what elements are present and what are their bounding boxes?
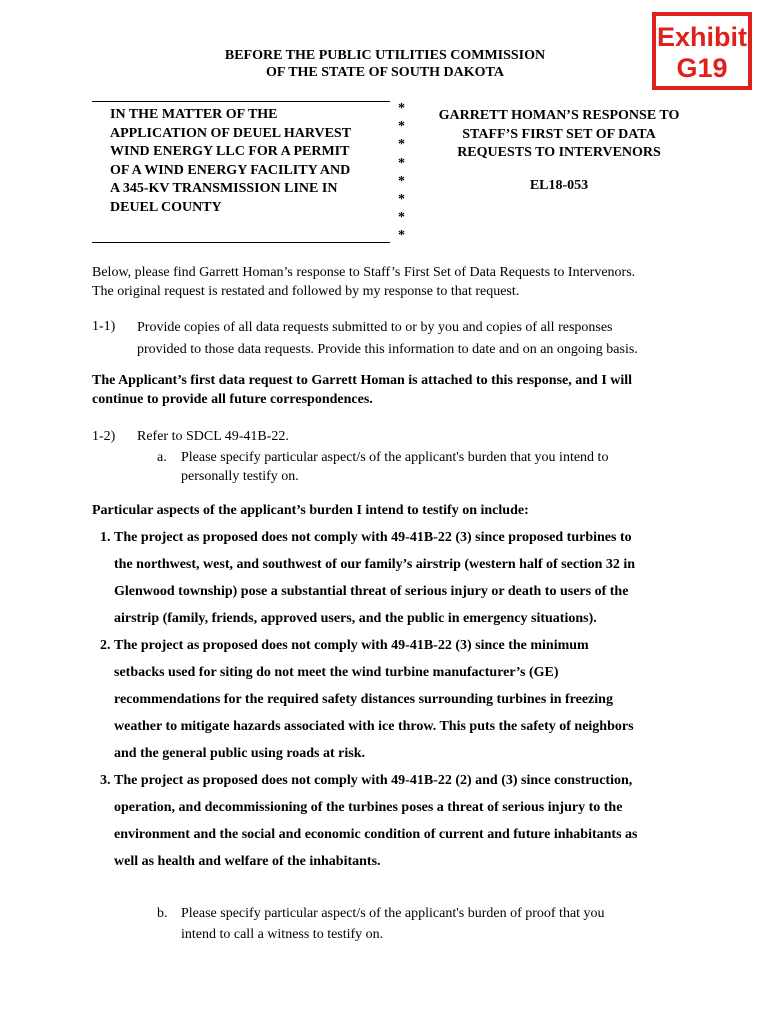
exhibit-stamp: [652, 12, 752, 90]
star: *: [398, 119, 405, 135]
docket-number: EL18-053: [529, 178, 589, 193]
response-1-1-line-1: The Applicant’s first data request to Garrett Homan is attached to this response, and I will: [92, 373, 633, 388]
request-1-2-text: Refer to SDCL 49-41B-22.: [137, 429, 289, 444]
intro-paragraph: [92, 263, 692, 301]
subrequest-a-line-1: Please specify particular aspect/s of the applicant's burden that you intend to: [181, 450, 609, 465]
request-1-2-number: 1-2): [92, 429, 116, 444]
caption-divider-stars: [398, 100, 410, 246]
response-1-1-line-2: continue to provide all future correspondences.: [92, 392, 373, 407]
subrequest-b-letter: b.: [157, 906, 168, 921]
title-line: GARRETT HOMAN’S RESPONSE TO: [438, 108, 680, 123]
aspect-line: the northwest, west, and southwest of our family’s airstrip (western half of section 32 in: [114, 557, 636, 572]
request-1-1-line-1: Provide copies of all data requests submitted to or by you and copies of all responses: [137, 320, 613, 335]
response-1-1: [92, 371, 692, 409]
request-1-1-number: 1-1): [92, 319, 116, 334]
aspect-line: well as health and welfare of the inhabitants.: [114, 854, 381, 869]
court-heading: [150, 47, 620, 81]
aspect-line: setbacks used for siting do not meet the wind turbine manufacturer’s (GE): [114, 665, 559, 680]
matter-line: WIND ENERGY LLC FOR A PERMIT: [110, 144, 350, 159]
aspect-item: [114, 767, 692, 875]
aspect-line: recommendations for the required safety distances surrounding turbines in freezing: [114, 692, 613, 707]
aspect-line: environment and the social and economic condition of current and future inhabitants as: [114, 827, 638, 842]
matter-line: IN THE MATTER OF THE: [110, 107, 278, 122]
aspect-line: weather to mitigate hazards associated with ice throw. This puts the safety of neighbors: [114, 719, 634, 734]
subrequest-a-letter: a.: [157, 450, 167, 465]
aspect-item: [114, 632, 692, 767]
aspect-line: airstrip (family, friends, approved users, and the public in emergency situations).: [114, 611, 597, 626]
intro-line-1: Below, please find Garrett Homan’s response to Staff’s First Set of Data Requests to Intervenors.: [92, 265, 636, 280]
title-line: STAFF’S FIRST SET OF DATA: [462, 126, 656, 142]
subrequest-b-line-1: Please specify particular aspect/s of the applicant's burden of proof that you: [181, 906, 605, 921]
document-title: [418, 107, 700, 163]
court-line-1: BEFORE THE PUBLIC UTILITIES COMMISSION: [224, 48, 546, 63]
matter-line: OF A WIND ENERGY FACILITY AND: [110, 162, 351, 178]
aspect-line: 1. The project as proposed does not comply with 49-41B-22 (3) since proposed turbines to: [114, 530, 632, 545]
star: *: [398, 173, 405, 189]
aspect-line: and the general public using roads at risk.: [114, 746, 366, 761]
star: *: [398, 155, 405, 171]
star: *: [398, 228, 405, 244]
caption-matter: [110, 106, 390, 217]
subrequest-a-line-2: personally testify on.: [181, 469, 299, 484]
aspect-item: [114, 524, 692, 632]
aspects-list: [92, 524, 692, 875]
title-line: REQUESTS TO INTERVENORS: [457, 145, 661, 160]
aspect-line: 3. The project as proposed does not comply with 49-41B-22 (2) and (3) since construction,: [114, 773, 633, 788]
star: *: [398, 210, 405, 226]
subrequest-a: [157, 448, 697, 486]
request-1-1-text: [137, 317, 697, 361]
request-1-1-line-2: provided to those data requests. Provide this information to date and on an ongoing basis.: [137, 342, 638, 357]
intro-line-2: The original request is restated and followed by my response to that request.: [92, 284, 520, 299]
exhibit-label: Exhibit: [656, 22, 747, 52]
aspect-line: operation, and decommissioning of the turbines poses a threat of serious injury to the: [114, 800, 623, 815]
star: *: [398, 192, 405, 208]
caption-top-rule: [92, 101, 390, 102]
caption-bottom-rule: [92, 242, 390, 243]
matter-line: A 345-KV TRANSMISSION LINE IN: [110, 181, 338, 196]
court-line-2: OF THE STATE OF SOUTH DAKOTA: [266, 65, 504, 80]
star: *: [398, 137, 405, 153]
matter-line: APPLICATION OF DEUEL HARVEST: [110, 125, 352, 141]
subrequest-b-line-2: intend to call a witness to testify on.: [181, 927, 384, 942]
subrequest-b: [157, 903, 697, 945]
aspect-line: 2. The project as proposed does not comply with 49-41B-22 (3) since the minimum: [114, 638, 589, 653]
aspect-line: Glenwood township) pose a substantial threat of serious injury or death to users of the: [114, 584, 629, 599]
aspects-heading: Particular aspects of the applicant’s burden I intend to testify on include:: [92, 503, 529, 518]
exhibit-number: G19: [676, 53, 728, 83]
star: *: [398, 101, 405, 116]
matter-line: DEUEL COUNTY: [110, 199, 222, 215]
